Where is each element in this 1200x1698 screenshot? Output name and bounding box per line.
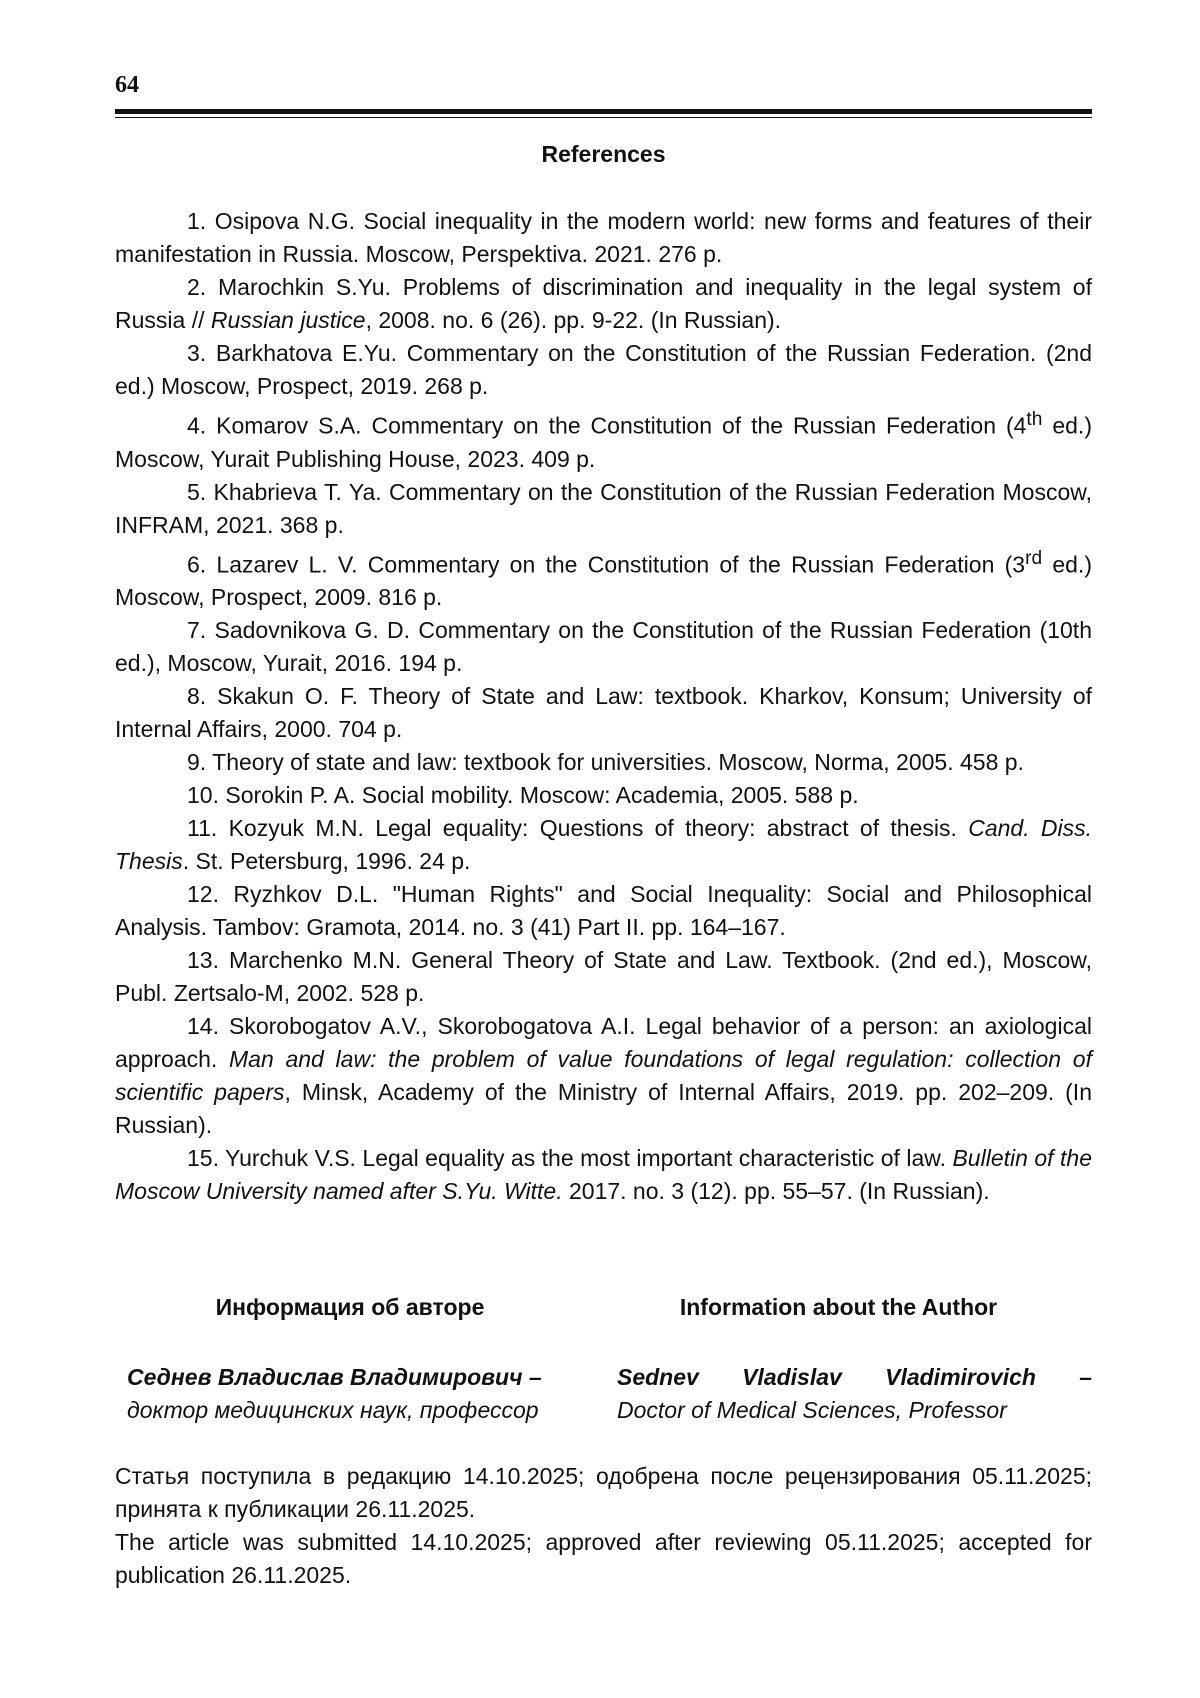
- submission-dates: [115, 1460, 1092, 1592]
- header-rule-thick: [115, 109, 1092, 114]
- page-number: 64: [115, 72, 139, 98]
- reference-item: 7. Sadovnikova G. D. Commentary on the Constitution of the Russian Federation (10th ed.), Moscow, Yurait, 2016. 194 p.: [115, 617, 1092, 677]
- reference-item: 1. Osipova N.G. Social inequality in the modern world: new forms and features of their manifestation in Russia. Moscow, Perspektiva. 2021. 276 p.: [115, 208, 1092, 267]
- reference-item: 10. Sorokin P. A. Social mobility. Moscow: Academia, 2005. 588 p.: [187, 782, 859, 809]
- references-title: References: [541, 141, 666, 167]
- author-details-en: [617, 1361, 1092, 1427]
- dates-en: The article was submitted 14.10.2025; approved after reviewing 05.11.2025; accepted for publication 26.11.2025.: [115, 1529, 1092, 1588]
- reference-item: 14. Skorobogatov A.V., Skorobogatova A.I. Legal behavior of a person: an axiological approach. Man and law: the problem of value foundations of legal regulation: collection of scientific papers, Minsk, Academy of the Ministry of Internal Affairs, 2019. pp. 202–209. (In Russian).: [115, 1013, 1092, 1139]
- author-heading-ru: Информация об авторе: [215, 1294, 485, 1320]
- reference-item: 4. Komarov S.A. Commentary on the Constitution of the Russian Federation (4th ed.) Moscow, Yurait Publishing House, 2023. 409 p.: [115, 409, 1092, 472]
- author-name-ru: Седнев Владислав Владимирович –: [127, 1364, 542, 1390]
- reference-item: 5. Khabrieva T. Ya. Commentary on the Constitution of the Russian Federation Moscow, INFRAM, 2021. 368 p.: [115, 478, 1092, 538]
- reference-item: 12. Ryzhkov D.L. "Human Rights" and Social Inequality: Social and Philosophical Analysis. Tambov: Gramota, 2014. no. 3 (41) Part II. pp. 164–167.: [115, 881, 1092, 941]
- author-name-en: Sednev Vladislav Vladimirovich –: [617, 1364, 1092, 1390]
- reference-item: 2. Marochkin S.Yu. Problems of discrimination and inequality in the legal system of Russia // Russian justice, 2008. no. 6 (26). pp. 9-22. (In Russian).: [115, 274, 1092, 333]
- reference-item: 9. Theory of state and law: textbook for universities. Moscow, Norma, 2005. 458 p.: [187, 749, 1024, 776]
- author-title-en: Doctor of Medical Sciences, Professor: [617, 1397, 1007, 1423]
- reference-item: 15. Yurchuk V.S. Legal equality as the most important characteristic of law. Bulletin of the Moscow University named after S.Yu. Witte. 2017. no. 3 (12). pp. 55–57. (In Russian).: [115, 1145, 1092, 1205]
- author-details-ru: [115, 1361, 617, 1427]
- dates-ru: Статья поступила в редакцию 14.10.2025; одобрена после рецензирования 05.11.2025; принята к публикации 26.11.2025.: [115, 1463, 1092, 1522]
- reference-item: 3. Barkhatova E.Yu. Commentary on the Constitution of the Russian Federation. (2nd ed.) Moscow, Prospect, 2019. 268 p.: [115, 340, 1092, 399]
- reference-item: 13. Marchenko M.N. General Theory of State and Law. Textbook. (2nd ed.), Moscow, Publ. Zertsalo-M, 2002. 528 p.: [115, 947, 1092, 1007]
- reference-item: 6. Lazarev L. V. Commentary on the Constitution of the Russian Federation (3rd ed.) Moscow, Prospect, 2009. 816 p.: [115, 547, 1092, 611]
- author-heading-en: Information about the Author: [679, 1294, 998, 1320]
- reference-item: 8. Skakun O. F. Theory of State and Law: textbook. Kharkov, Konsum; University of Internal Affairs, 2000. 704 p.: [115, 683, 1092, 743]
- author-info: [115, 1294, 1092, 1427]
- references-list: [115, 205, 1092, 1208]
- header-rule-thin: [115, 117, 1092, 118]
- author-title-ru: доктор медицинских наук, профессор: [127, 1397, 539, 1423]
- reference-item: 11. Kozyuk M.N. Legal equality: Questions of theory: abstract of thesis. Cand. Diss. Thesis. St. Petersburg, 1996. 24 p.: [115, 815, 1093, 875]
